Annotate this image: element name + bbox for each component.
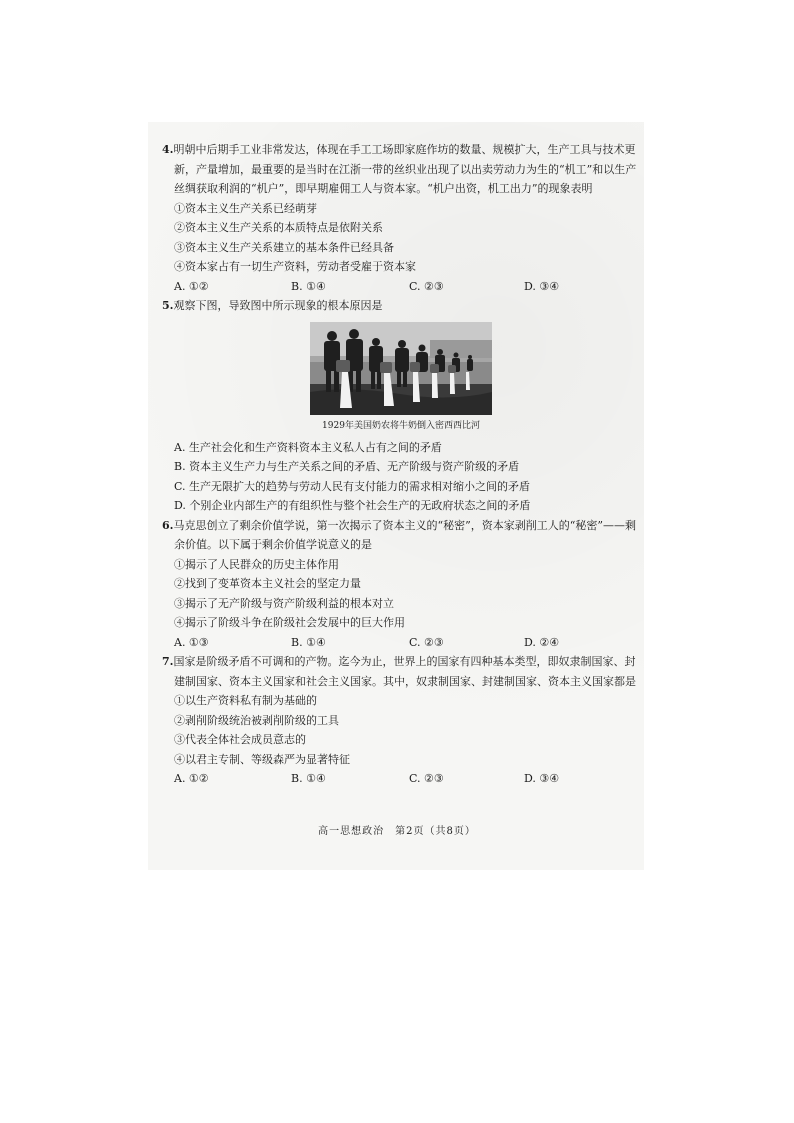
option-item: ③代表全体社会成员意志的	[174, 733, 306, 746]
choice-a: A. ①②	[174, 772, 209, 785]
choice-c: C. ②③	[409, 635, 444, 649]
option-c: C. 生产无限扩大的趋势与劳动人民有支付能力的需求相对缩小之间的矛盾	[174, 479, 531, 493]
photo-caption: 1929年美国奶农将牛奶倒入密西西比河	[322, 420, 480, 431]
option-item: ④揭示了阶级斗争在阶级社会发展中的巨大作用	[174, 616, 405, 629]
question-5	[162, 296, 640, 516]
question-number: 6.	[162, 518, 174, 532]
option-item: ③资本主义生产关系建立的基本条件已经具备	[174, 240, 394, 254]
choice-a: A. ①②	[174, 279, 209, 293]
photo-container	[162, 322, 640, 415]
option-item: ①以生产资料私有制为基础的	[174, 694, 317, 707]
question-number: 7.	[162, 655, 174, 668]
choice-d: D. ②④	[524, 635, 560, 649]
question-stem: 国家是阶级矛盾不可调和的产物。迄今为止，世界上的国家有四种基本类型，即奴隶制国家、封建制国家、资本主义国家和社会主义国家。其中，奴隶制国家、封建制国家、资本主义国家都是	[173, 655, 636, 688]
question-stem: 马克思创立了剩余价值学说，第一次揭示了资本主义的“秘密”，资本家剥削工人的“秘密”——剩余价值。以下属于剩余价值学说意义的是	[173, 518, 636, 551]
question-stem: 观察下图，导致图中所示现象的根本原因是	[173, 299, 383, 312]
question-4	[162, 140, 640, 296]
choice-b: B. ①④	[291, 279, 326, 293]
option-a: A. 生产社会化和生产资料资本主义私人占有之间的矛盾	[174, 440, 442, 454]
choice-c: C. ②③	[409, 279, 444, 293]
choice-d: D. ③④	[524, 772, 560, 785]
choice-c: C. ②③	[409, 772, 444, 785]
page-footer: 高一思想政治 第2页（共8页）	[318, 826, 476, 837]
option-d: D. 个别企业内部生产的有组织性与整个社会生产的无政府状态之间的矛盾	[174, 499, 531, 512]
option-b: B. 资本主义生产力与生产关系之间的矛盾、无产阶级与资产阶级的矛盾	[174, 460, 520, 473]
choice-b: B. ①④	[291, 635, 326, 649]
answer-choices	[162, 633, 640, 653]
question-6	[162, 516, 640, 653]
exam-content	[162, 140, 640, 789]
question-7	[162, 652, 640, 789]
choice-b: B. ①④	[291, 772, 326, 785]
question-number: 4.	[162, 143, 174, 156]
option-item: ①揭示了人民群众的历史主体作用	[174, 557, 339, 571]
choice-a: A. ①③	[174, 635, 209, 649]
option-item: ④以君主专制、等级森严为显著特征	[174, 752, 350, 766]
option-item: ②剥削阶级统治被剥削阶级的工具	[174, 713, 339, 727]
option-item: ③揭示了无产阶级与资产阶级利益的根本对立	[174, 596, 394, 610]
question-number: 5.	[162, 299, 174, 312]
option-item: ①资本主义生产关系已经萌芽	[174, 201, 317, 215]
choice-d: D. ③④	[524, 279, 560, 293]
option-item: ②资本主义生产关系的本质特点是依附关系	[174, 221, 383, 234]
answer-choices	[162, 277, 640, 297]
option-item: ④资本家占有一切生产资料，劳动者受雇于资本家	[174, 260, 416, 273]
question-stem: 明朝中后期手工业非常发达，体现在手工工场即家庭作坊的数量、规模扩大，生产工具与技术更新，产量增加，最重要的是当时在江浙一带的丝织业出现了以出卖劳动力为生的“机工”和以生产丝绸获取利润的“机户”，即早期雇佣工人与资本家。“机户出资，机工出力”的现象表明	[173, 143, 637, 195]
answer-choices	[162, 769, 640, 789]
milk-dumping-photo	[310, 322, 492, 415]
option-item: ②找到了变革资本主义社会的坚定力量	[174, 577, 361, 590]
